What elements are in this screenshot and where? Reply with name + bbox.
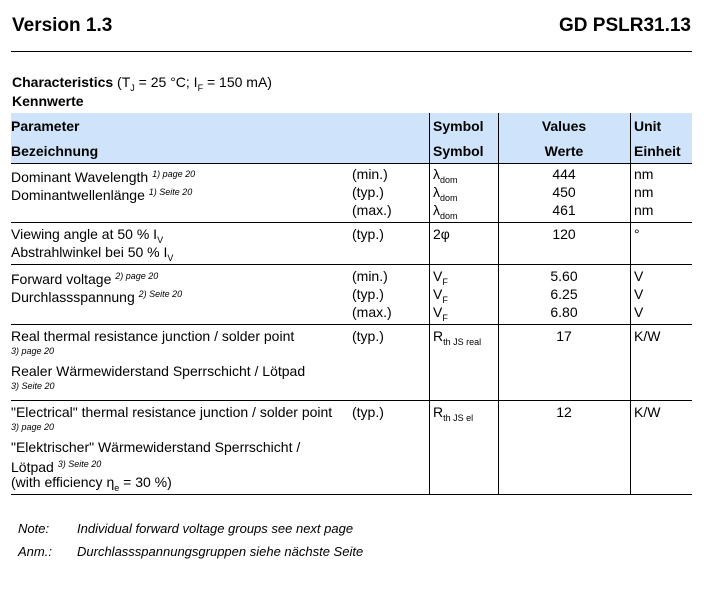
condition-typ: (typ.) (352, 184, 384, 200)
row-divider (11, 324, 692, 325)
unit-kw: K/W (634, 328, 661, 344)
header-symbol-de: Symbol (433, 143, 484, 159)
value-typ: 17 (556, 328, 572, 344)
condition-min: (min.) (352, 268, 388, 284)
symbol-lambda-dom: $\lambda_{dom}$ (433, 166, 458, 185)
value-min: 5.60 (550, 268, 578, 284)
header-rule (11, 51, 692, 52)
value-typ: 12 (556, 404, 572, 420)
row-divider (11, 400, 692, 401)
condition-typ: (typ.) (352, 328, 384, 344)
value-max: 6.80 (550, 304, 578, 320)
condition-max: (max.) (352, 304, 392, 320)
symbol-lambda-dom: $\lambda_{dom}$ (433, 184, 458, 203)
param-dominant-wavelength: Dominant Wavelength $^{1) page 20}$ (11, 169, 196, 185)
row-divider (11, 163, 692, 164)
anm-text: Durchlassspannungsgruppen siehe nächste Seite (77, 544, 364, 559)
param-loetpad: Lötpad $^{3) Seite 20}$ (11, 459, 102, 475)
unit-volt: V (634, 304, 644, 320)
unit-nm: nm (634, 202, 654, 218)
param-real-thermal-resistance: Real thermal resistance junction / solder point (11, 328, 295, 344)
unit-degree: ° (634, 226, 640, 242)
condition-max: (max.) (352, 202, 392, 218)
column-divider (630, 113, 631, 495)
header-unit: Unit (634, 118, 662, 134)
condition-typ: (typ.) (352, 404, 384, 420)
param-durchlassspannung: Durchlassspannung $^{2) Seite 20}$ (11, 289, 183, 305)
value-typ: 6.25 (550, 286, 578, 302)
symbol-2phi: 2φ (433, 226, 450, 242)
header-werte: Werte (544, 143, 584, 159)
value-min: 444 (552, 166, 576, 182)
unit-nm: nm (634, 166, 654, 182)
row-divider (11, 264, 692, 265)
value-typ: 450 (552, 184, 576, 200)
unit-volt: V (634, 268, 644, 284)
note-label: Note: (18, 521, 50, 536)
param-dominantwellenlaenge: Dominantwellenlänge $^{1) Seite 20}$ (11, 187, 193, 203)
version-label: Version 1.3 (12, 15, 113, 36)
symbol-vf: $V_F$ (433, 268, 448, 287)
symbol-lambda-dom: $\lambda_{dom}$ (433, 202, 458, 221)
part-number: GD PSLR31.13 (559, 15, 691, 36)
note-text: Individual forward voltage groups see next page (77, 521, 354, 536)
symbol-vf: $V_F$ (433, 286, 448, 305)
param-efficiency-note: (with efficiency $\eta_e = 30$ %) (11, 474, 172, 493)
footnote-ref: 3) page 20 (11, 422, 55, 432)
symbol-vf: $V_F$ (433, 304, 448, 323)
header-values: Values (541, 118, 587, 134)
column-divider (429, 113, 430, 495)
unit-nm: nm (634, 184, 654, 200)
row-divider (11, 222, 692, 223)
param-elektrischer-waermewiderstand: "Elektrischer" Wärmewiderstand Sperrschicht / (11, 439, 301, 455)
param-forward-voltage: Forward voltage $^{2) page 20}$ (11, 271, 159, 287)
characteristics-title: Characteristics ($T_J = 25$ °C; $I_F = 150$ mA) (12, 74, 272, 93)
kennwerte-subtitle: Kennwerte (12, 93, 84, 109)
table-bottom-rule (11, 494, 692, 495)
param-realer-waermewiderstand: Realer Wärmewiderstand Sperrschicht / Lötpad (11, 363, 306, 379)
param-viewing-angle: Viewing angle at 50 % $I_V$ (11, 226, 164, 245)
header-einheit: Einheit (634, 143, 681, 159)
symbol-rth-js-real: $R_{th JS real}$ (433, 328, 482, 347)
condition-min: (min.) (352, 166, 388, 182)
value-typ: 120 (552, 226, 576, 242)
condition-typ: (typ.) (352, 286, 384, 302)
anm-label: Anm.: (18, 544, 52, 559)
condition-typ: (typ.) (352, 226, 384, 242)
unit-kw: K/W (634, 404, 661, 420)
footnote-ref: 3) Seite 20 (11, 381, 55, 391)
param-abstrahlwinkel: Abstrahlwinkel bei 50 % $I_V$ (11, 244, 174, 263)
header-parameter: Parameter (11, 118, 80, 134)
header-symbol: Symbol (433, 118, 484, 134)
param-electrical-thermal-resistance: "Electrical" thermal resistance junction / solder point (11, 404, 333, 420)
unit-volt: V (634, 286, 644, 302)
footnote-ref: 3) page 20 (11, 346, 55, 356)
value-max: 461 (552, 202, 576, 218)
header-bezeichnung: Bezeichnung (11, 143, 99, 159)
symbol-rth-js-el: $R_{th JS el}$ (433, 404, 474, 423)
